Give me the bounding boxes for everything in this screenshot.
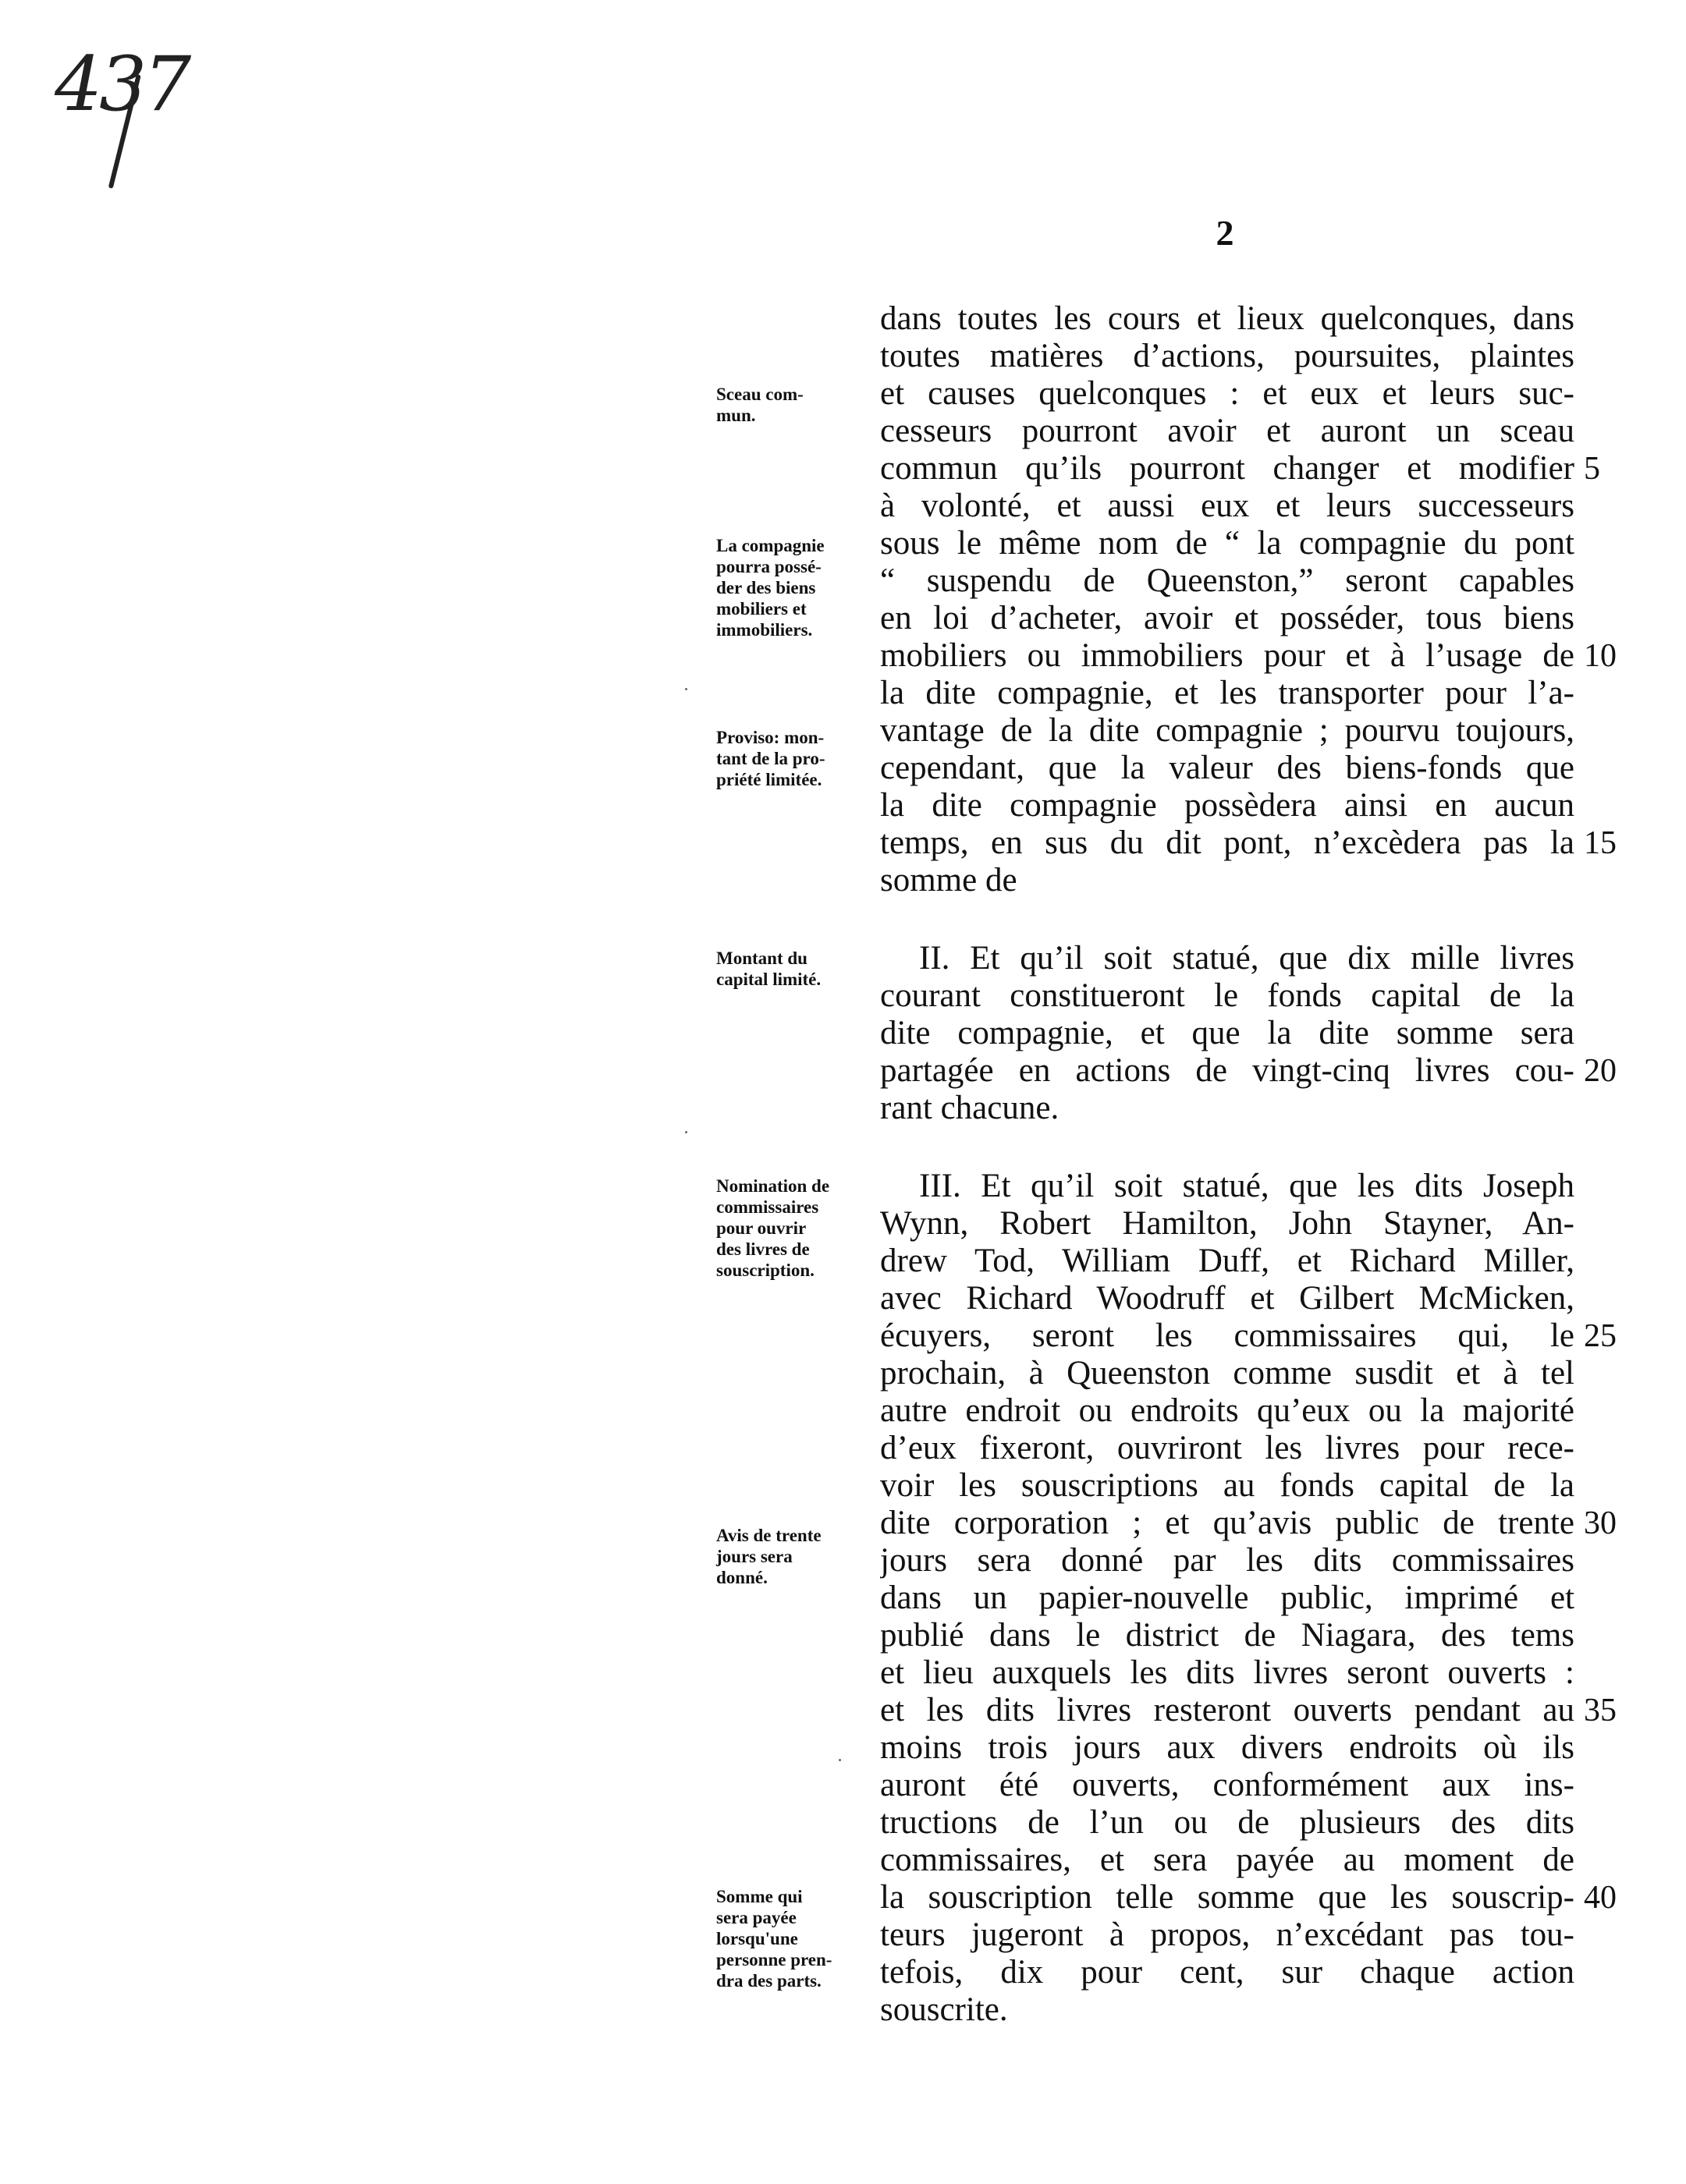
text-line: commissaires, et sera payée au moment de [880, 1842, 1574, 1878]
text-line: Wynn, Robert Hamilton, John Stayner, An- [880, 1205, 1574, 1242]
text-line: souscrite. [880, 1991, 1008, 2028]
margin-note-line: Proviso: mon- [716, 728, 825, 747]
line-number: 15 [1584, 825, 1617, 861]
text-line: moins trois jours aux divers endroits où ils [880, 1729, 1574, 1766]
text-line: dans un papier-nouvelle public, imprimé et [880, 1580, 1574, 1616]
text-line: toutes matières d’actions, poursuites, plaintes [880, 338, 1574, 374]
page-number: 2 [1216, 213, 1234, 253]
margin-note-avis [716, 1525, 876, 1588]
text-line: la souscription telle somme que les souscrip- [880, 1879, 1574, 1916]
text-line: II. Et qu’il soit statué, que dix mille livres [919, 940, 1574, 977]
margin-note-line: priété limitée. [716, 770, 822, 789]
text-line: à volonté, et aussi eux et leurs successeurs [880, 488, 1574, 524]
line-number: 20 [1584, 1053, 1617, 1089]
line-number: 5 [1584, 451, 1600, 487]
paper-speck [685, 1131, 687, 1133]
margin-note-line: jours sera [716, 1547, 793, 1566]
text-line: temps, en sus du dit pont, n’excèdera pas la [880, 824, 1574, 861]
text-line: rant chacune. [880, 1090, 1060, 1126]
text-line: tefois, dix pour cent, sur chaque action [880, 1954, 1574, 1991]
margin-note-line: souscription. [716, 1260, 815, 1280]
margin-note-line: sera payée [716, 1908, 797, 1927]
line-number: 30 [1584, 1505, 1617, 1541]
text-line: la dite compagnie possèdera ainsi en aucun [880, 787, 1574, 824]
text-line: dite compagnie, et que la dite somme sera [880, 1015, 1574, 1051]
text-line: dans toutes les cours et lieux quelconques, dans [880, 300, 1574, 337]
paper-speck [839, 1759, 841, 1761]
margin-note-line: pour ouvrir [716, 1218, 807, 1238]
text-line: teurs jugeront à propos, n’excédant pas tou- [880, 1916, 1574, 1953]
handwritten-folio-number: 437 [55, 41, 189, 128]
text-line: vantage de la dite compagnie ; pourvu toujours, [880, 712, 1574, 749]
text-line: voir les souscriptions au fonds capital de la [880, 1467, 1574, 1504]
margin-note-line: der des biens [716, 578, 816, 597]
text-line: et les dits livres resteront ouverts pendant au [880, 1692, 1574, 1728]
text-line: et causes quelconques : et eux et leurs suc- [880, 375, 1574, 412]
text-line: cependant, que la valeur des biens-fonds que [880, 750, 1574, 786]
text-line: avec Richard Woodruff et Gilbert McMicken, [880, 1280, 1574, 1317]
margin-note-line: mun. [716, 406, 756, 425]
margin-note-line: immobiliers. [716, 620, 813, 640]
text-line: III. Et qu’il soit statué, que les dits Joseph [919, 1168, 1574, 1204]
margin-note-line: personne pren- [716, 1950, 832, 1970]
line-number: 10 [1584, 638, 1617, 674]
text-line: tructions de l’un ou de plusieurs des dits [880, 1804, 1574, 1841]
text-line: cesseurs pourront avoir et auront un sceau [880, 413, 1574, 449]
line-number: 25 [1584, 1318, 1617, 1354]
margin-note-line: des livres de [716, 1239, 810, 1259]
margin-note-compagnie [716, 535, 876, 640]
text-line: somme de [880, 862, 1017, 899]
text-line: partagée en actions de vingt-cinq livres cou- [880, 1052, 1574, 1089]
margin-note-line: pourra possé- [716, 557, 822, 576]
text-line: auront été ouverts, conformément aux ins- [880, 1767, 1574, 1803]
text-line: prochain, à Queenston comme susdit et à tel [880, 1355, 1574, 1392]
margin-note-line: donné. [716, 1568, 768, 1587]
margin-note-capital [716, 948, 876, 990]
paper-speck [685, 688, 687, 690]
line-number: 40 [1584, 1880, 1617, 1916]
margin-note-line: Avis de trente [716, 1526, 822, 1545]
margin-note-sceau [716, 384, 876, 426]
margin-note-line: tant de la pro- [716, 749, 825, 768]
margin-note-line: Montant du [716, 948, 808, 968]
margin-note-line: Sceau com- [716, 385, 804, 404]
margin-note-line: capital limité. [716, 970, 822, 989]
margin-note-line: mobiliers et [716, 599, 807, 619]
text-line: “ suspendu de Queenston,” seront capables [880, 562, 1574, 599]
margin-note-proviso [716, 727, 876, 790]
text-line: drew Tod, William Duff, et Richard Miller, [880, 1243, 1574, 1279]
line-number: 35 [1584, 1693, 1617, 1728]
margin-note-line: La compagnie [716, 536, 825, 555]
margin-note-nomination [716, 1175, 876, 1281]
margin-note-line: dra des parts. [716, 1971, 822, 1991]
margin-note-line: commissaires [716, 1197, 819, 1217]
margin-note-somme [716, 1886, 876, 1991]
text-line: publié dans le district de Niagara, des tems [880, 1617, 1574, 1654]
text-line: écuyers, seront les commissaires qui, le [880, 1317, 1574, 1354]
text-line: commun qu’ils pourront changer et modifier [880, 450, 1574, 487]
text-line: en loi d’acheter, avoir et posséder, tous biens [880, 600, 1574, 636]
margin-note-line: Nomination de [716, 1176, 830, 1196]
text-line: et lieu auxquels les dits livres seront ouverts : [880, 1654, 1574, 1691]
text-line: courant constitueront le fonds capital de la [880, 977, 1574, 1014]
text-line: autre endroit ou endroits qu’eux ou la majorité [880, 1392, 1574, 1429]
text-line: jours sera donné par les dits commissaires [880, 1542, 1574, 1579]
text-line: mobiliers ou immobiliers pour et à l’usage de [880, 637, 1574, 674]
text-line: la dite compagnie, et les transporter pour l’a- [880, 675, 1574, 711]
text-line: dite corporation ; et qu’avis public de trente [880, 1505, 1574, 1541]
margin-note-line: Somme qui [716, 1887, 803, 1906]
margin-note-line: lorsqu'une [716, 1929, 798, 1948]
text-line: sous le même nom de “ la compagnie du pont [880, 525, 1574, 562]
text-line: d’eux fixeront, ouvriront les livres pour rece- [880, 1430, 1574, 1466]
